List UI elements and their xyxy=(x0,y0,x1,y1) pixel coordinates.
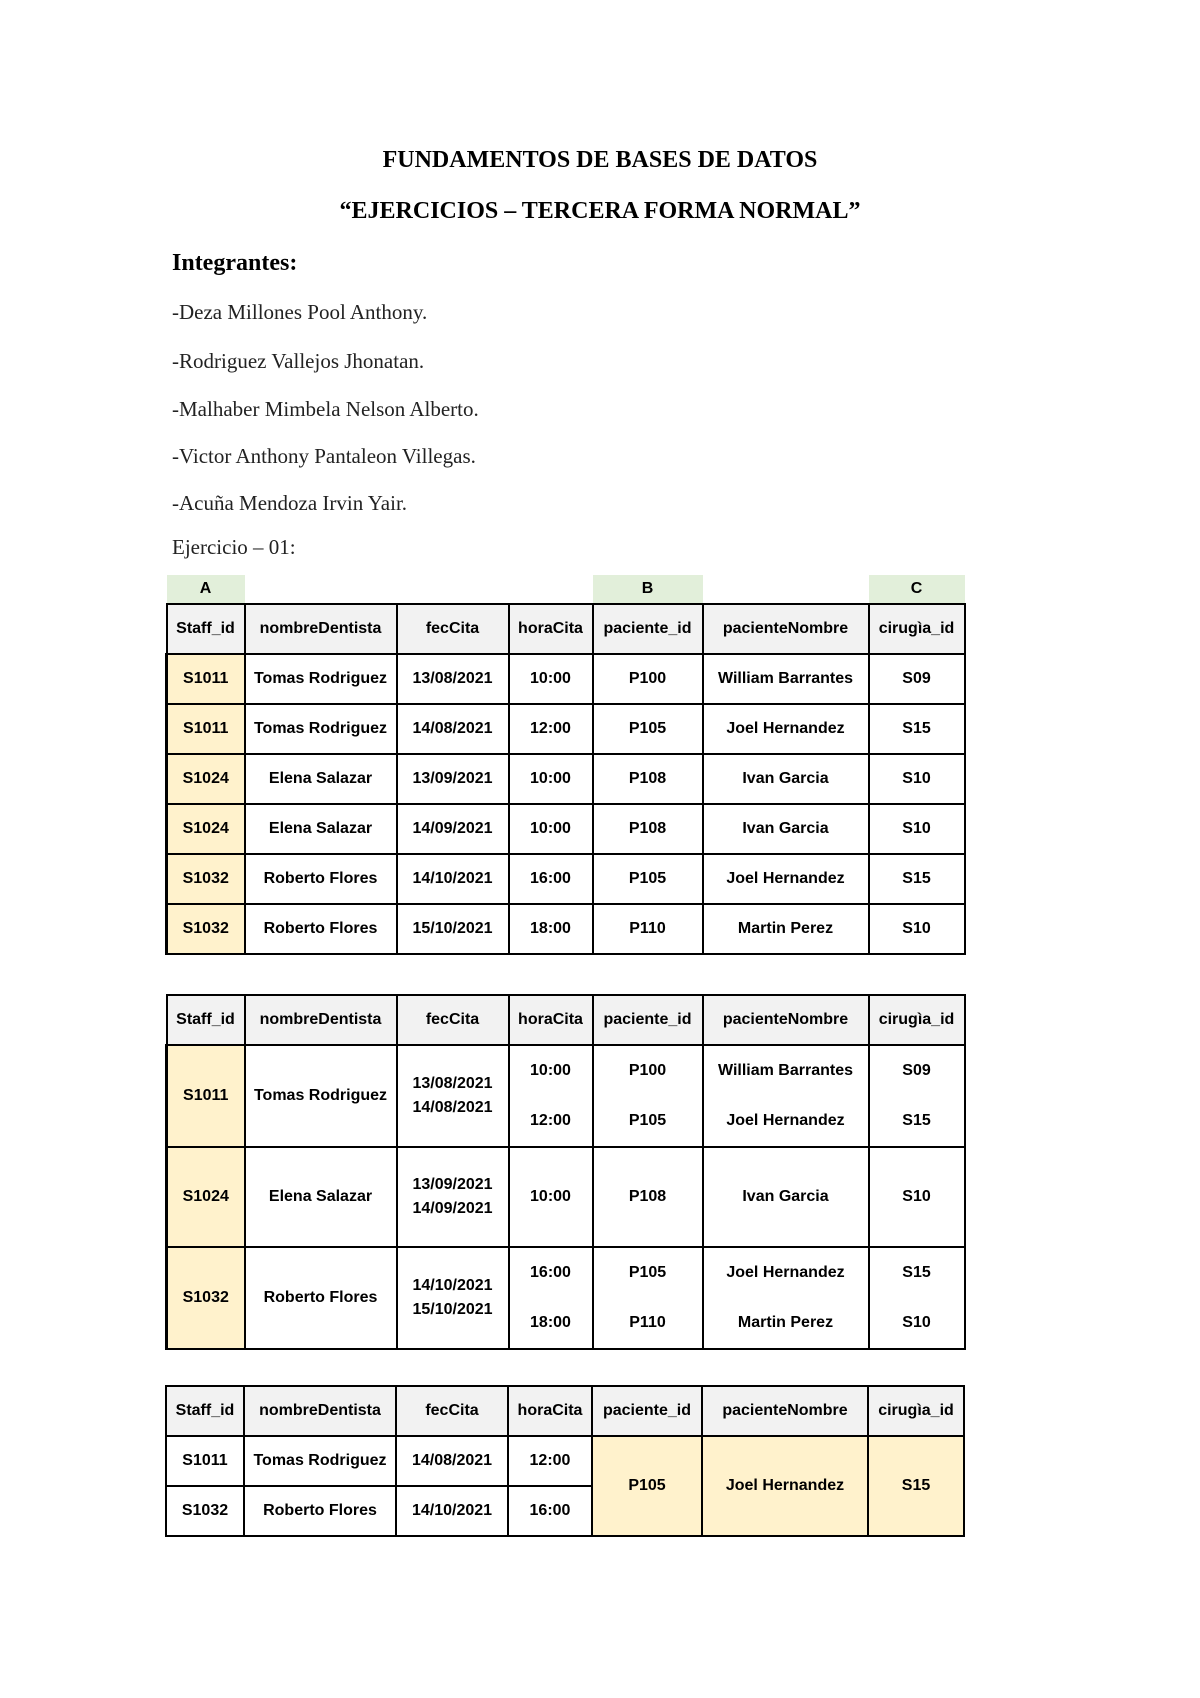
member-name: -Malhaber Mimbela Nelson Alberto. xyxy=(172,397,479,421)
date-value: 14/09/2021 xyxy=(412,1200,493,1217)
table-cell: Ivan Garcia xyxy=(703,754,869,804)
table-row xyxy=(167,654,965,704)
column-header: cirugìa_id xyxy=(869,604,965,654)
date-value: 14/08/2021 xyxy=(412,1099,493,1116)
table-cell: Elena Salazar xyxy=(245,754,397,804)
table-cell: 10:00 xyxy=(509,754,593,804)
date-value: 15/10/2021 xyxy=(412,1301,493,1318)
table-cell: P108 xyxy=(593,1147,703,1247)
table-cell: 13/08/2021 xyxy=(397,654,509,704)
column-header: fecCita xyxy=(397,995,509,1045)
table-cell: P105 xyxy=(592,1436,702,1536)
table-cell: 10:00 xyxy=(509,1147,593,1247)
table-row xyxy=(167,1247,965,1349)
column-letter: C xyxy=(869,575,965,604)
table-cell: P105 xyxy=(593,704,703,754)
table-cell: S1011 xyxy=(167,654,245,704)
table-header-row xyxy=(167,995,965,1045)
surgery-id-value: S15 xyxy=(902,1264,931,1281)
table-cell: 12:00 xyxy=(509,704,593,754)
table-row xyxy=(167,754,965,804)
table-row xyxy=(167,1147,965,1247)
table-cell: 10:00 xyxy=(509,804,593,854)
table-cell: Tomas Rodriguez xyxy=(245,704,397,754)
table-cell: Elena Salazar xyxy=(245,804,397,854)
table-cell: S1032 xyxy=(166,1486,244,1536)
table-cell: Joel Hernandez xyxy=(702,1436,868,1536)
table-row xyxy=(167,854,965,904)
date-value: 13/08/2021 xyxy=(412,1075,493,1092)
table-cell xyxy=(703,1045,869,1147)
column-letter-row xyxy=(167,575,965,604)
table-cell xyxy=(593,1045,703,1147)
table-row xyxy=(167,704,965,754)
table-cell: S1011 xyxy=(167,1045,245,1147)
patient-name-value: Joel Hernandez xyxy=(726,1112,845,1129)
column-header: cirugìa_id xyxy=(869,995,965,1045)
table-cell: 16:00 xyxy=(509,854,593,904)
column-header: Staff_id xyxy=(167,995,245,1045)
table-cell: P100 xyxy=(593,654,703,704)
table-row xyxy=(167,1045,965,1147)
table-cell: Roberto Flores xyxy=(245,904,397,954)
table-cell: S10 xyxy=(869,804,965,854)
appointments-table-grouped xyxy=(165,994,966,1350)
document-title: FUNDAMENTOS DE BASES DE DATOS xyxy=(382,147,818,173)
column-header: Staff_id xyxy=(167,604,245,654)
column-header: cirugìa_id xyxy=(868,1386,964,1436)
table-cell: S1024 xyxy=(167,804,245,854)
patient-id-value: P110 xyxy=(629,1314,666,1331)
column-header: Staff_id xyxy=(166,1386,244,1436)
table-cell: P108 xyxy=(593,804,703,854)
table-cell xyxy=(703,1247,869,1349)
column-header: paciente_id xyxy=(593,604,703,654)
table-cell xyxy=(593,1247,703,1349)
table-cell: 13/09/2021 xyxy=(397,754,509,804)
table-cell xyxy=(509,1247,593,1349)
table-cell: 14/10/2021 xyxy=(396,1486,508,1536)
column-header: pacienteNombre xyxy=(702,1386,868,1436)
members-heading: Integrantes: xyxy=(172,250,298,276)
member-name: -Victor Anthony Pantaleon Villegas. xyxy=(172,444,476,468)
table-cell xyxy=(869,1247,965,1349)
table-cell xyxy=(509,1045,593,1147)
table-cell: S10 xyxy=(869,904,965,954)
table-cell: S1011 xyxy=(166,1436,244,1486)
table-cell: 12:00 xyxy=(508,1436,592,1486)
table-cell: Joel Hernandez xyxy=(703,854,869,904)
table-header-row xyxy=(166,1386,964,1436)
table-cell: S1032 xyxy=(167,904,245,954)
table-cell: 14/08/2021 xyxy=(396,1436,508,1486)
table-header-row xyxy=(167,604,965,654)
table-cell: 14/10/2021 xyxy=(397,854,509,904)
surgery-id-value: S10 xyxy=(902,1314,931,1331)
table-cell: Elena Salazar xyxy=(245,1147,397,1247)
table-cell: Joel Hernandez xyxy=(703,704,869,754)
table-cell: Ivan Garcia xyxy=(703,804,869,854)
surgery-id-value: S09 xyxy=(902,1062,931,1079)
table-cell: Roberto Flores xyxy=(245,854,397,904)
member-name: -Deza Millones Pool Anthony. xyxy=(172,300,428,324)
date-value: 14/10/2021 xyxy=(412,1277,493,1294)
table-row xyxy=(166,1436,964,1486)
document-subtitle: “EJERCICIOS – TERCERA FORMA NORMAL” xyxy=(339,198,861,224)
table-cell: S10 xyxy=(869,754,965,804)
column-header: paciente_id xyxy=(593,995,703,1045)
table-cell: Tomas Rodriguez xyxy=(245,654,397,704)
column-header: fecCita xyxy=(397,604,509,654)
table-cell: 14/08/2021 xyxy=(397,704,509,754)
table-cell: P105 xyxy=(593,854,703,904)
table-cell: Ivan Garcia xyxy=(703,1147,869,1247)
table-cell: P108 xyxy=(593,754,703,804)
appointments-table-unnormalized xyxy=(165,575,966,955)
table-cell: S10 xyxy=(869,1147,965,1247)
table-cell: S1011 xyxy=(167,704,245,754)
table-cell: S15 xyxy=(868,1436,964,1536)
table-cell: S15 xyxy=(869,704,965,754)
table-cell xyxy=(397,1147,509,1247)
patient-id-value: P100 xyxy=(628,1062,667,1079)
table-cell xyxy=(869,1045,965,1147)
column-header: horaCita xyxy=(509,995,593,1045)
table-row xyxy=(167,904,965,954)
table-cell: William Barrantes xyxy=(703,654,869,704)
patient-name-value: Martin Perez xyxy=(737,1314,834,1331)
column-header: horaCita xyxy=(508,1386,592,1436)
table-cell: Tomas Rodriguez xyxy=(244,1436,396,1486)
exercise-label: Ejercicio – 01: xyxy=(172,535,296,559)
column-header: fecCita xyxy=(396,1386,508,1436)
table-cell: 10:00 xyxy=(509,654,593,704)
column-header: paciente_id xyxy=(592,1386,702,1436)
column-header: pacienteNombre xyxy=(703,604,869,654)
table-cell: Tomas Rodriguez xyxy=(245,1045,397,1147)
appointments-table-filtered xyxy=(165,1385,965,1537)
table-cell: Martin Perez xyxy=(703,904,869,954)
column-header: nombreDentista xyxy=(245,995,397,1045)
patient-name-value: Joel Hernandez xyxy=(726,1264,845,1281)
patient-id-value: P105 xyxy=(628,1112,667,1129)
time-value: 18:00 xyxy=(530,1314,571,1331)
member-name: -Rodriguez Vallejos Jhonatan. xyxy=(172,349,425,373)
table-cell: 18:00 xyxy=(509,904,593,954)
column-letter: A xyxy=(167,575,245,604)
patient-name-value: William Barrantes xyxy=(717,1062,853,1079)
column-header: nombreDentista xyxy=(244,1386,396,1436)
patient-id-value: P105 xyxy=(628,1264,667,1281)
time-value: 10:00 xyxy=(530,1062,571,1079)
date-value: 13/09/2021 xyxy=(412,1176,493,1193)
column-header: pacienteNombre xyxy=(703,995,869,1045)
table-cell: 14/09/2021 xyxy=(397,804,509,854)
table-row xyxy=(167,804,965,854)
table-cell xyxy=(397,1247,509,1349)
table-cell: S1032 xyxy=(167,854,245,904)
time-value: 12:00 xyxy=(530,1112,571,1129)
member-name: -Acuña Mendoza Irvin Yair. xyxy=(172,491,408,515)
table-cell: Roberto Flores xyxy=(245,1247,397,1349)
column-header: horaCita xyxy=(509,604,593,654)
column-header: nombreDentista xyxy=(245,604,397,654)
table-cell: 15/10/2021 xyxy=(397,904,509,954)
table-cell: Roberto Flores xyxy=(244,1486,396,1536)
table-cell: 16:00 xyxy=(508,1486,592,1536)
table-cell: S09 xyxy=(869,654,965,704)
surgery-id-value: S15 xyxy=(902,1112,931,1129)
table-cell: P110 xyxy=(593,904,703,954)
table-cell xyxy=(397,1045,509,1147)
table-cell: S1024 xyxy=(167,754,245,804)
column-letter: B xyxy=(593,575,703,604)
table-cell: S1032 xyxy=(167,1247,245,1349)
table-cell: S15 xyxy=(869,854,965,904)
table-cell: S1024 xyxy=(167,1147,245,1247)
time-value: 16:00 xyxy=(530,1264,571,1281)
